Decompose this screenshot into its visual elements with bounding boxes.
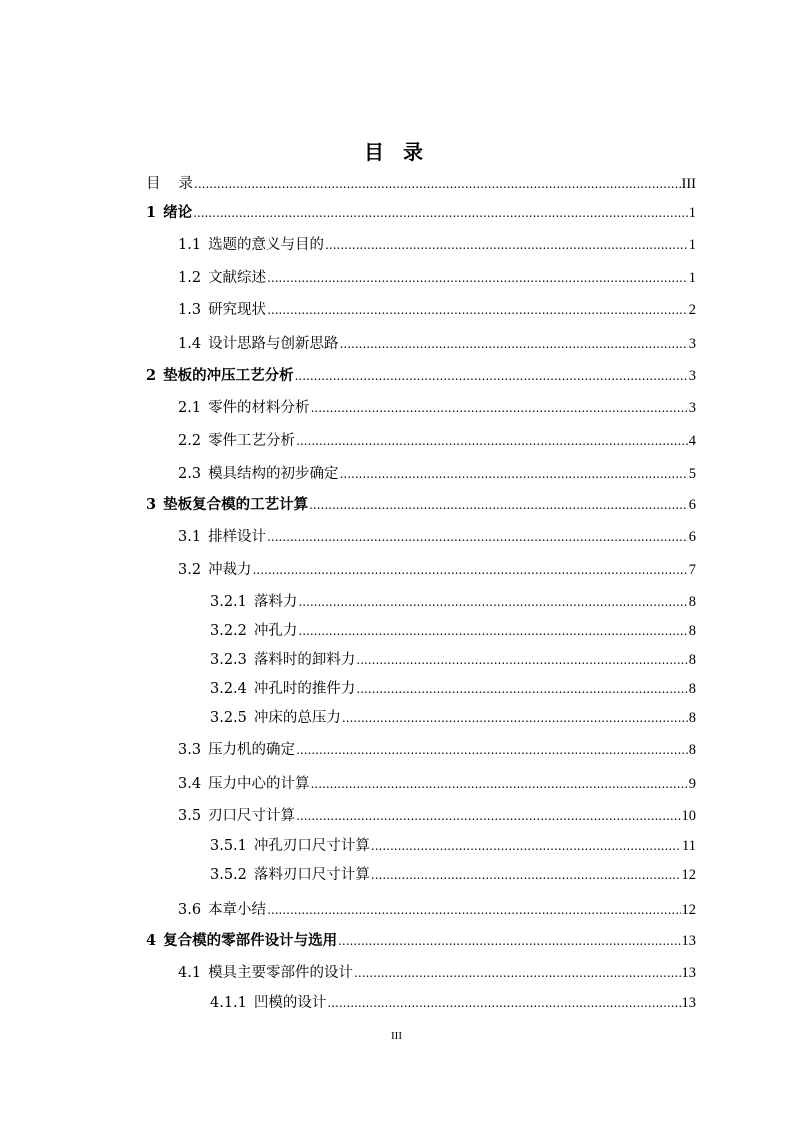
toc-entry-number: 3.5.1 bbox=[210, 838, 247, 854]
toc-entry-title: 冲孔力 bbox=[253, 623, 298, 639]
toc-entry[interactable] bbox=[178, 738, 696, 759]
toc-leader-dots bbox=[267, 270, 688, 286]
toc-entry-page: 3 bbox=[688, 400, 696, 416]
toc-leader-dots bbox=[267, 529, 688, 545]
toc-entry[interactable] bbox=[210, 677, 696, 698]
toc-entry-page: 12 bbox=[681, 902, 696, 918]
toc-leader-dots bbox=[311, 400, 688, 416]
toc-entry-page: 6 bbox=[688, 497, 696, 513]
toc-entry-title: 模具主要零部件的设计 bbox=[208, 965, 354, 981]
toc-entry-number: 3.6 bbox=[178, 902, 202, 918]
toc-leader-dots bbox=[296, 808, 680, 824]
toc-entry-page: 8 bbox=[688, 681, 696, 697]
toc-entry-page: 3 bbox=[688, 368, 696, 384]
toc-entry-number: 1.3 bbox=[178, 302, 202, 318]
toc-entry-page: 9 bbox=[688, 776, 696, 792]
toc-entry[interactable] bbox=[146, 493, 696, 514]
toc-entry[interactable] bbox=[210, 706, 696, 727]
toc-entry[interactable] bbox=[178, 525, 696, 546]
toc-entry-title: 冲孔时的推件力 bbox=[253, 681, 356, 697]
toc-leader-dots bbox=[356, 652, 687, 668]
toc-entry-page: 13 bbox=[681, 933, 696, 949]
toc-entry-page: 12 bbox=[681, 867, 696, 883]
toc-entry[interactable] bbox=[178, 772, 696, 793]
toc-entry[interactable] bbox=[178, 396, 696, 417]
toc-entry-number: 3.5 bbox=[178, 808, 202, 824]
toc-entry-page: 8 bbox=[688, 652, 696, 668]
toc-entry-title: 模具结构的初步确定 bbox=[208, 466, 339, 482]
toc-entry-number: 3.2 bbox=[178, 562, 202, 578]
toc-entry[interactable] bbox=[178, 266, 696, 287]
toc-entry-number: 3.2.5 bbox=[210, 710, 247, 726]
toc-entry[interactable] bbox=[178, 233, 696, 254]
toc-entry-number: 4.1.1 bbox=[210, 995, 247, 1011]
page-title: 目 录 bbox=[364, 140, 429, 164]
toc-entry-number: 目 bbox=[146, 176, 161, 192]
toc-entry-page: 4 bbox=[688, 433, 696, 449]
toc-entry-page: 2 bbox=[688, 302, 696, 318]
toc-entry-page: 8 bbox=[688, 742, 696, 758]
toc-leader-dots bbox=[354, 965, 680, 981]
toc-entry[interactable] bbox=[178, 961, 696, 982]
page-number: III bbox=[391, 1030, 402, 1042]
toc-entry-title: 选题的意义与目的 bbox=[208, 237, 325, 253]
toc-leader-dots bbox=[340, 336, 688, 352]
toc-entry-number: 3.4 bbox=[178, 776, 202, 792]
toc-entry-title: 压力机的确定 bbox=[208, 742, 296, 758]
toc-entry-number: 4 bbox=[146, 932, 157, 949]
toc-entry-page: III bbox=[681, 176, 696, 192]
toc-entry[interactable] bbox=[146, 364, 696, 385]
toc-entry-page: 1 bbox=[688, 205, 696, 221]
toc-entry-page: 1 bbox=[688, 237, 696, 253]
toc-leader-dots bbox=[356, 681, 687, 697]
toc-entry[interactable] bbox=[178, 898, 696, 919]
toc-entry-title: 复合模的零部件设计与选用 bbox=[163, 932, 338, 949]
toc-leader-dots bbox=[193, 205, 688, 221]
toc-entry-number: 3.2.4 bbox=[210, 681, 247, 697]
toc-entry-page: 7 bbox=[688, 562, 696, 578]
toc-entry-title: 落料时的卸料力 bbox=[253, 652, 356, 668]
toc-entry-number: 1.4 bbox=[178, 336, 202, 352]
toc-leader-dots bbox=[340, 466, 688, 482]
toc-entry-page: 5 bbox=[688, 466, 696, 482]
toc-entry[interactable] bbox=[210, 863, 696, 884]
toc-entry[interactable] bbox=[210, 834, 696, 855]
toc-entry-number: 4.1 bbox=[178, 965, 202, 981]
toc-leader-dots bbox=[327, 995, 680, 1011]
toc-entry[interactable] bbox=[210, 590, 696, 611]
toc-entry-page: 8 bbox=[688, 710, 696, 726]
toc-entry[interactable] bbox=[210, 648, 696, 669]
toc-entry-title: 刃口尺寸计算 bbox=[208, 808, 296, 824]
toc-entry[interactable] bbox=[178, 558, 696, 579]
toc-entry-number: 3.5.2 bbox=[210, 867, 247, 883]
toc-entry-title: 落料力 bbox=[253, 594, 298, 610]
toc-leader-dots bbox=[338, 933, 680, 949]
toc-entry[interactable] bbox=[146, 172, 696, 193]
toc-entry-title: 垫板的冲压工艺分析 bbox=[163, 367, 294, 384]
toc-entry-title: 冲孔刃口尺寸计算 bbox=[253, 838, 370, 854]
toc-entry-number: 3.3 bbox=[178, 742, 202, 758]
toc-entry-page: 1 bbox=[688, 270, 696, 286]
toc-entry-number: 3.2.3 bbox=[210, 652, 247, 668]
toc-entry-page: 11 bbox=[682, 838, 696, 854]
toc-leader-dots bbox=[342, 710, 688, 726]
toc-entry-number: 2.3 bbox=[178, 466, 202, 482]
toc-entry-title: 落料刃口尺寸计算 bbox=[253, 867, 370, 883]
toc-leader-dots bbox=[296, 742, 688, 758]
toc-entry-title: 排样设计 bbox=[208, 529, 267, 545]
toc-entry-title: 文献综述 bbox=[208, 270, 267, 286]
toc-entry-number: 3 bbox=[146, 496, 157, 513]
toc-entry-title: 冲床的总压力 bbox=[253, 710, 341, 726]
toc-entry-page: 8 bbox=[688, 594, 696, 610]
toc-entry-number: 3.2.2 bbox=[210, 623, 247, 639]
toc-entry-title: 本章小结 bbox=[208, 902, 267, 918]
toc-entry-title: 零件工艺分析 bbox=[208, 433, 296, 449]
toc-entry-number: 1.1 bbox=[178, 237, 202, 253]
toc-entry-title: 设计思路与创新思路 bbox=[208, 336, 339, 352]
toc-entry[interactable] bbox=[178, 462, 696, 483]
toc-entry-title: 零件的材料分析 bbox=[208, 400, 310, 416]
toc-entry[interactable] bbox=[178, 804, 696, 825]
toc-entry[interactable] bbox=[178, 429, 696, 450]
toc-leader-dots bbox=[194, 176, 681, 192]
toc-entry-page: 13 bbox=[681, 965, 696, 981]
toc-entry[interactable] bbox=[210, 619, 696, 640]
toc-entry-title: 录 bbox=[178, 176, 193, 192]
toc-entry-number: 3.2.1 bbox=[210, 594, 247, 610]
toc-leader-dots bbox=[295, 368, 688, 384]
toc-leader-dots bbox=[296, 433, 688, 449]
toc-entry-page: 10 bbox=[681, 808, 696, 824]
toc-leader-dots bbox=[267, 902, 680, 918]
toc-leader-dots bbox=[298, 623, 687, 639]
toc-entry-title: 研究现状 bbox=[208, 302, 267, 318]
toc-entry-title: 压力中心的计算 bbox=[208, 776, 310, 792]
toc-leader-dots bbox=[371, 838, 681, 854]
toc-entry[interactable] bbox=[178, 332, 696, 353]
toc-entry-title: 冲裁力 bbox=[208, 562, 252, 578]
toc-entry-page: 8 bbox=[688, 623, 696, 639]
toc-leader-dots bbox=[371, 867, 681, 883]
toc-leader-dots bbox=[253, 562, 688, 578]
toc-leader-dots bbox=[267, 302, 688, 318]
toc-leader-dots bbox=[311, 776, 688, 792]
toc-entry-number: 2 bbox=[146, 367, 157, 384]
toc-entry[interactable] bbox=[210, 991, 696, 1012]
toc-entry-number: 1 bbox=[146, 204, 157, 221]
toc-leader-dots bbox=[298, 594, 687, 610]
toc-entry[interactable] bbox=[146, 201, 696, 222]
toc-entry-page: 3 bbox=[688, 336, 696, 352]
toc-entry-number: 2.1 bbox=[178, 400, 202, 416]
toc-entry-title: 垫板复合模的工艺计算 bbox=[163, 496, 309, 513]
toc-entry-number: 2.2 bbox=[178, 433, 202, 449]
toc-entry-title: 绪论 bbox=[163, 204, 193, 221]
toc-leader-dots bbox=[309, 497, 688, 513]
toc-entry-number: 3.1 bbox=[178, 529, 202, 545]
toc-entry[interactable] bbox=[178, 298, 696, 319]
toc-entry-number: 1.2 bbox=[178, 270, 202, 286]
toc-entry-page: 13 bbox=[681, 995, 696, 1011]
toc-entry-page: 6 bbox=[688, 529, 696, 545]
toc-entry[interactable] bbox=[146, 929, 696, 950]
toc-leader-dots bbox=[325, 237, 688, 253]
toc-entry-title: 凹模的设计 bbox=[253, 995, 327, 1011]
